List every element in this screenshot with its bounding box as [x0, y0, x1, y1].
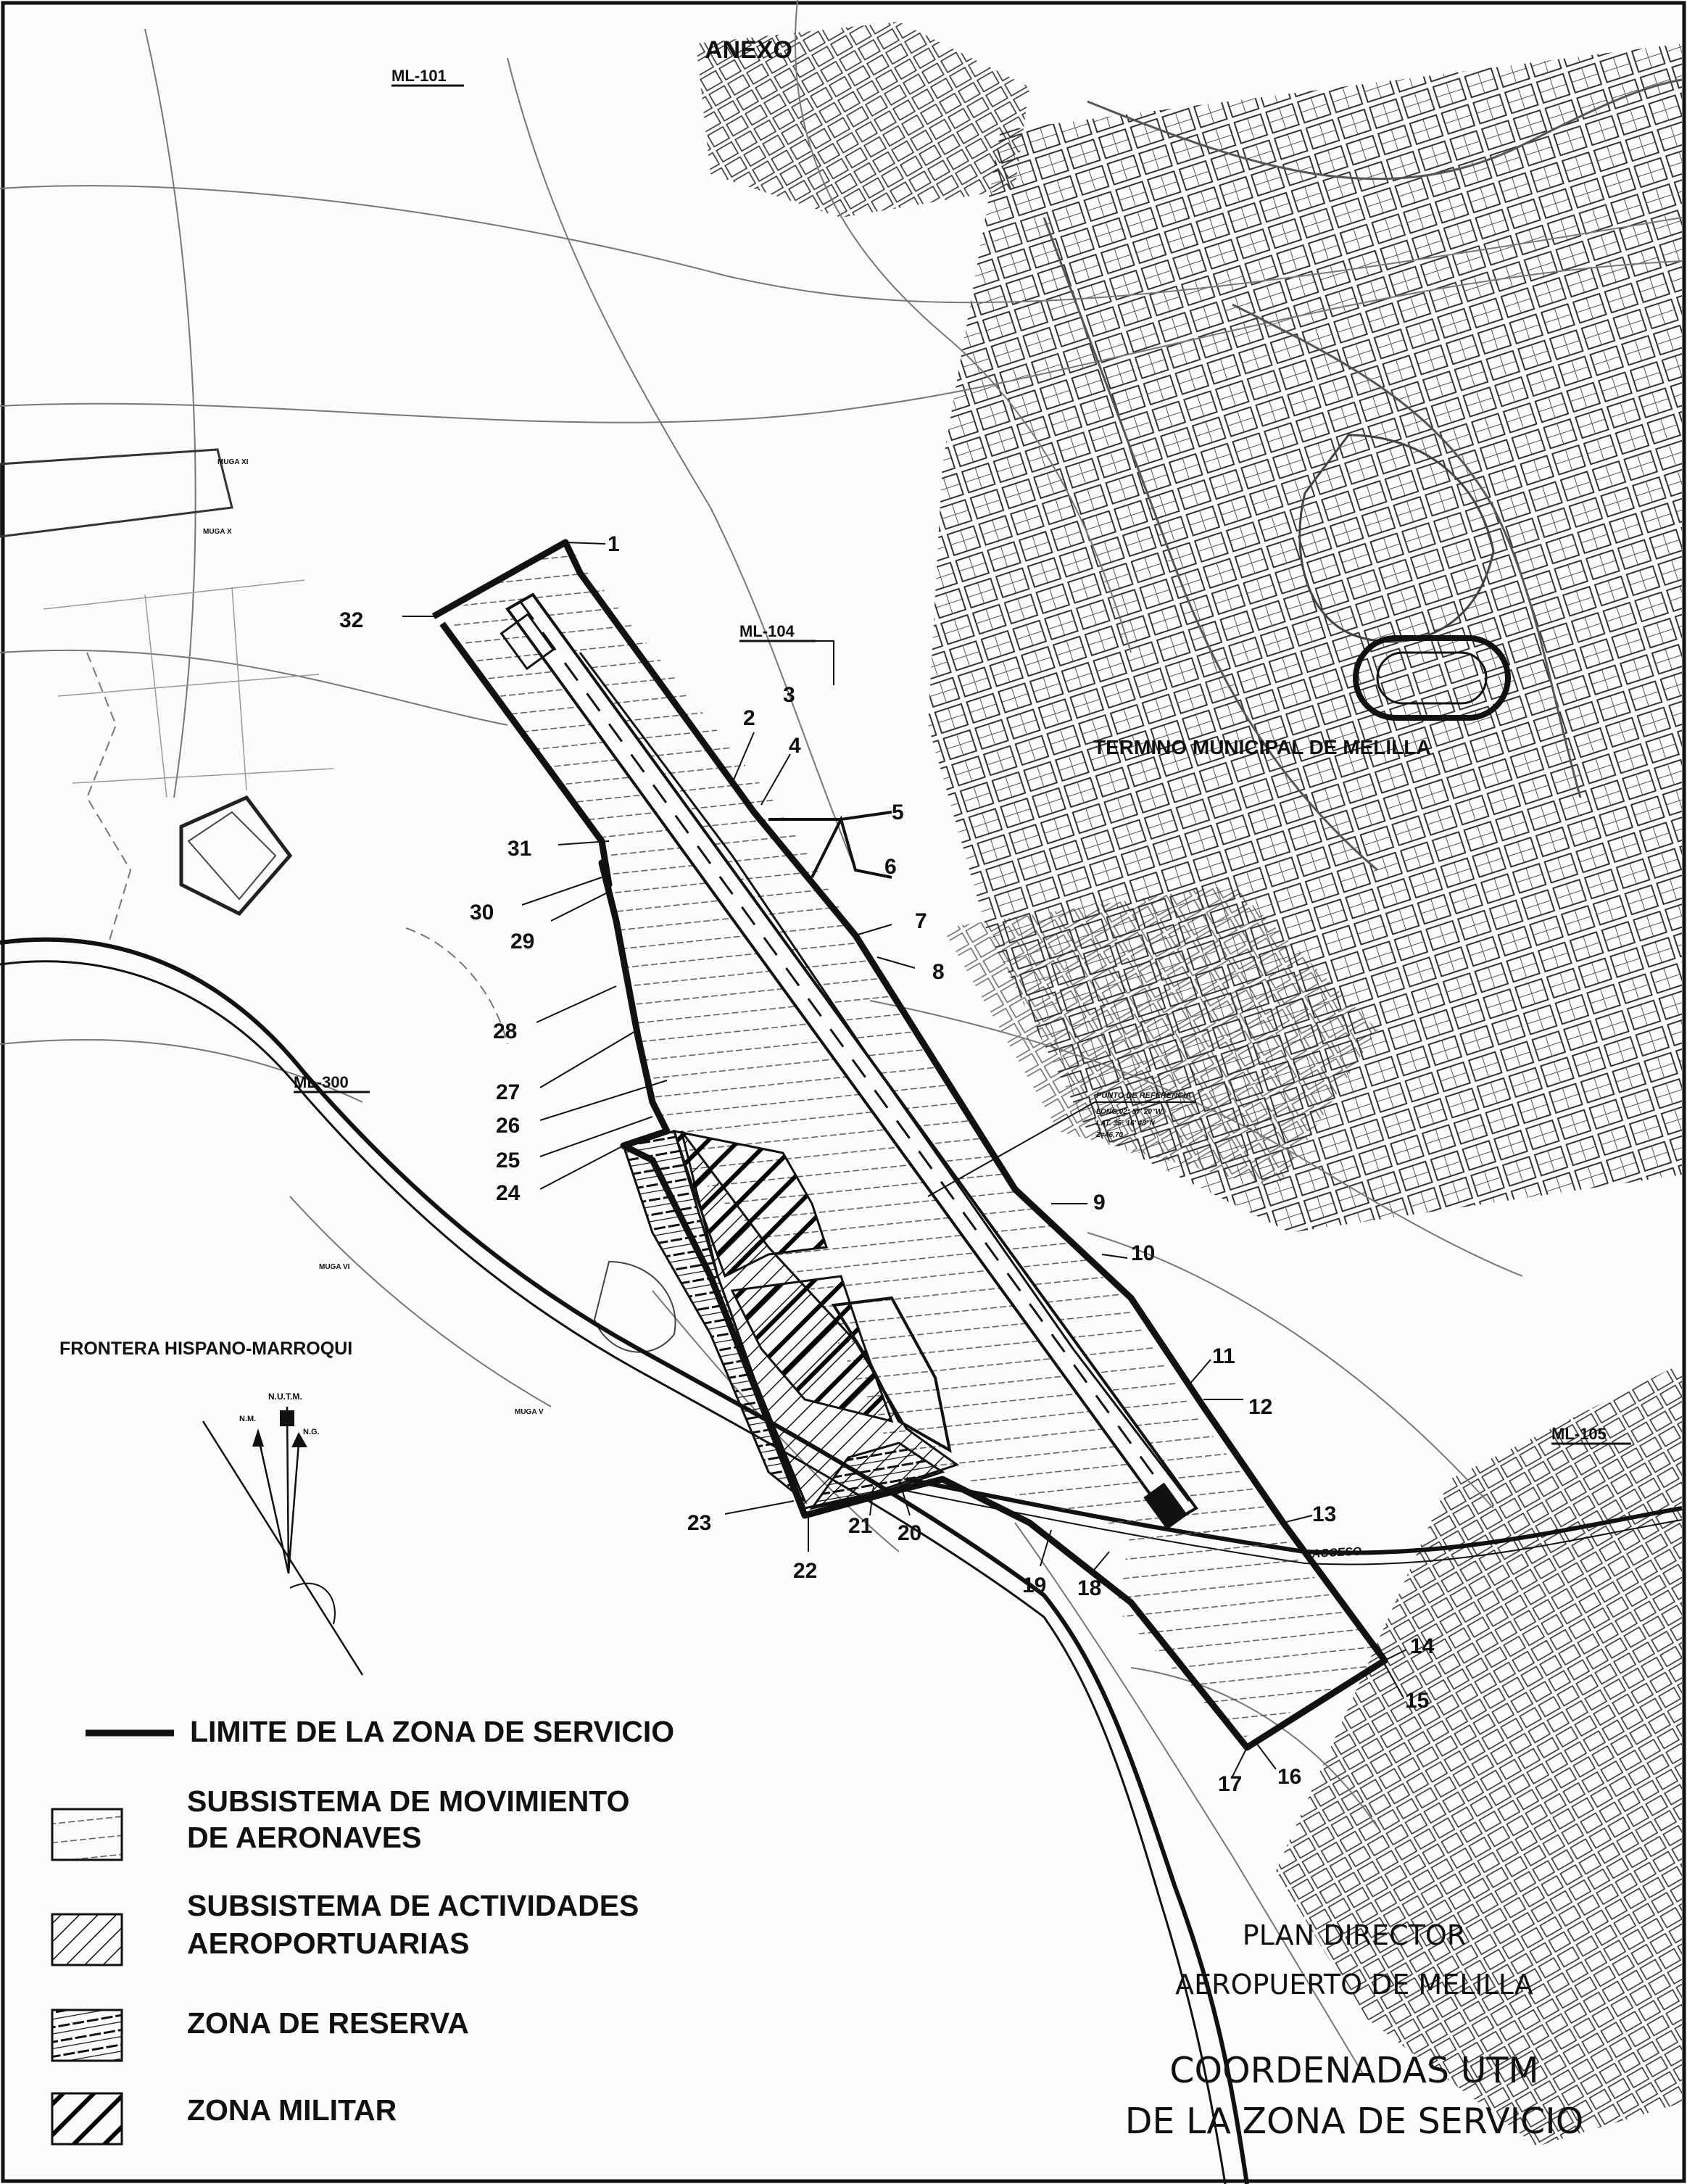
title-zona-servicio: DE LA ZONA DE SERVICIO — [1124, 2101, 1584, 2142]
point-24: 24 — [496, 1181, 521, 1205]
point-1: 1 — [608, 532, 620, 556]
point-31: 31 — [507, 837, 532, 861]
north-geographic-label: N.G. — [303, 1428, 320, 1436]
label-muga-v: MUGA V — [515, 1408, 544, 1416]
point-22: 22 — [793, 1559, 818, 1583]
road-ml101: ML-101 — [391, 67, 447, 85]
label-termino-municipal: TERMINO MUNICIPAL DE MELILLA — [1093, 736, 1431, 758]
label-acceso: ACCESO — [1311, 1545, 1362, 1560]
point-4: 4 — [789, 734, 801, 758]
ref-point-long: LONG.02° 57' 20"W — [1096, 1108, 1163, 1116]
legend-label-movimiento-1: SUBSISTEMA DE MOVIMIENTO — [187, 1784, 630, 1818]
legend-label-actividades-2: AEROPORTUARIAS — [187, 1927, 470, 1960]
point-19: 19 — [1022, 1573, 1047, 1597]
point-17: 17 — [1218, 1772, 1243, 1796]
title-aeropuerto: AEROPUERTO DE MELILLA — [1175, 1969, 1533, 2001]
label-muga-x: MUGA X — [203, 528, 232, 536]
point-18: 18 — [1077, 1576, 1102, 1600]
point-23: 23 — [687, 1511, 712, 1535]
point-28: 28 — [493, 1019, 518, 1043]
legend-swatch-militar — [52, 2093, 122, 2144]
point-16: 16 — [1277, 1765, 1302, 1789]
point-9: 9 — [1093, 1191, 1106, 1215]
point-14: 14 — [1410, 1634, 1435, 1658]
point-12: 12 — [1248, 1395, 1273, 1419]
road-ml104: ML-104 — [739, 622, 795, 640]
title-plan-director: PLAN DIRECTOR — [1242, 1919, 1467, 1951]
point-30: 30 — [470, 901, 494, 925]
point-8: 8 — [932, 960, 945, 984]
urban-area-south — [1276, 1363, 1682, 2146]
point-3: 3 — [783, 683, 795, 707]
point-6: 6 — [884, 855, 897, 879]
point-11: 11 — [1212, 1344, 1235, 1368]
ref-point-z: Z=46,70 — [1096, 1131, 1123, 1139]
road-ml105: ML-105 — [1551, 1425, 1607, 1443]
label-anexo: ANEXO — [705, 36, 792, 64]
point-25: 25 — [496, 1149, 521, 1172]
north-utm-label: N.U.T.M. — [268, 1391, 302, 1402]
point-32: 32 — [339, 608, 364, 632]
legend-label-movimiento-2: DE AERONAVES — [187, 1821, 422, 1854]
point-15: 15 — [1405, 1689, 1430, 1713]
point-20: 20 — [898, 1521, 922, 1545]
point-21: 21 — [848, 1514, 873, 1538]
label-muga-xi: MUGA XI — [217, 458, 249, 466]
point-5: 5 — [892, 801, 904, 824]
legend-swatch-actividades — [52, 1914, 122, 1965]
north-arrow-icon — [203, 1391, 362, 1675]
point-13: 13 — [1312, 1502, 1337, 1526]
road-ml300: ML-300 — [294, 1073, 349, 1091]
legend-label-limite: LIMITE DE LA ZONA DE SERVICIO — [190, 1715, 675, 1748]
border-frontera-inner — [0, 961, 1225, 2184]
point-2: 2 — [743, 706, 755, 730]
label-frontera: FRONTERA HISPANO-MARROQUI — [59, 1339, 353, 1359]
label-muga-vi: MUGA VI — [319, 1263, 350, 1271]
title-coordenadas: COORDENADAS UTM — [1169, 2050, 1539, 2091]
point-27: 27 — [496, 1080, 521, 1104]
ref-point-lat: LAT. 35° 16' 48"N — [1096, 1120, 1155, 1128]
north-magnetic-label: N.M. — [239, 1415, 257, 1423]
legend-label-actividades-1: SUBSISTEMA DE ACTIVIDADES — [187, 1889, 639, 1922]
point-7: 7 — [915, 909, 927, 933]
legend-swatch-movimiento — [52, 1809, 122, 1860]
legend — [52, 1715, 674, 2144]
ref-point-title: PUNTO DE REFERENCIA — [1096, 1091, 1192, 1100]
point-29: 29 — [510, 930, 535, 954]
legend-label-militar: ZONA MILITAR — [187, 2093, 397, 2127]
point-10: 10 — [1131, 1241, 1156, 1265]
legend-label-reserva: ZONA DE RESERVA — [187, 2006, 469, 2040]
legend-swatch-reserva — [52, 2010, 122, 2061]
point-26: 26 — [496, 1114, 521, 1138]
